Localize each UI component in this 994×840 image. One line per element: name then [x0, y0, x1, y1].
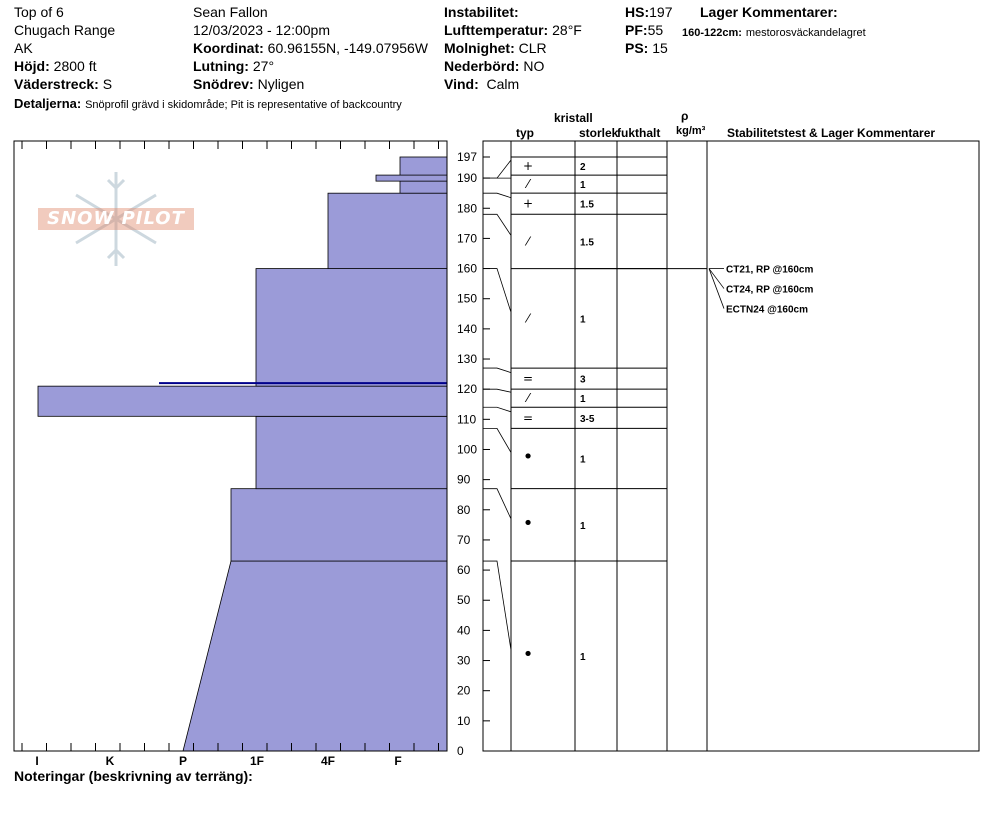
hardness-tick-label: 4F — [320, 754, 336, 768]
height-tick-label: 0 — [457, 744, 464, 758]
wind-label: Vind: — [444, 76, 479, 92]
col-stability: Stabilitetstest & Lager Kommentarer — [727, 126, 936, 140]
drift-value: Nyligen — [257, 76, 305, 92]
col-crystal: kristall — [554, 111, 593, 125]
layer-comment-range: 160-122cm: — [682, 27, 742, 39]
hs-label: HS: — [625, 4, 650, 20]
col-density-unit: kg/m³ — [676, 125, 706, 137]
slope-label: Lutning: — [193, 58, 249, 74]
height-tick-label: 20 — [457, 683, 471, 698]
grain-size-label: 3 — [580, 374, 586, 386]
grain-type-symbol: • — [522, 644, 534, 666]
instability-label: Instabilitet: — [444, 4, 519, 20]
height-tick-label: 197 — [457, 150, 478, 164]
height-tick-label: 170 — [457, 231, 478, 246]
slope-value: 27° — [252, 58, 275, 74]
stability-test-leader — [709, 269, 724, 309]
notes-label: Noteringar (beskrivning av terräng): — [14, 768, 253, 784]
height-tick-label: 30 — [457, 653, 471, 668]
grain-size-label: 3-5 — [580, 413, 595, 425]
aspect-label: Väderstreck: — [14, 76, 99, 92]
grain-type-symbol: = — [522, 410, 534, 425]
pf-value: 55 — [647, 22, 664, 38]
grain-size-label: 1.5 — [580, 237, 594, 249]
height-tick-label: 50 — [457, 593, 471, 608]
pf-label: PF: — [625, 22, 648, 38]
hardness-layer-1 — [231, 489, 447, 561]
height-tick-label: 100 — [457, 442, 478, 457]
drift-label: Snödrev: — [193, 76, 254, 92]
height-tick-label: 130 — [457, 352, 478, 367]
height-tick-label: 150 — [457, 291, 478, 306]
grain-size-label: 1 — [580, 314, 586, 326]
grain-type-symbol: ⁄ — [526, 177, 530, 192]
hardness-tick-label: F — [394, 754, 402, 768]
height-tick-label: 160 — [457, 261, 478, 276]
grain-size-label: 1.5 — [580, 199, 594, 211]
grain-size-label: 1 — [580, 652, 586, 664]
crystal-table-frame — [483, 141, 979, 751]
hardness-tick-label: 1F — [249, 754, 265, 768]
ps-value: 15 — [652, 40, 668, 56]
wind-value: Calm — [486, 76, 520, 92]
grain-connector — [483, 214, 511, 235]
col-moisture: fukthalt — [617, 126, 661, 140]
coord-label: Koordinat: — [193, 40, 264, 56]
stability-test-label: CT24, RP @160cm — [726, 284, 814, 296]
grain-connector — [483, 160, 511, 178]
layer-comment-text: mestorosväckandelagret — [745, 27, 866, 39]
grain-connector — [483, 193, 511, 198]
hs-value: 197 — [649, 4, 673, 20]
grain-type-symbol: = — [522, 371, 534, 386]
cloud-value: CLR — [518, 40, 547, 56]
mountain-range: Chugach Range — [14, 22, 116, 38]
grain-size-label: 1 — [580, 180, 586, 192]
height-tick-label: 190 — [457, 171, 478, 186]
stability-test-label: ECTN24 @160cm — [726, 304, 809, 316]
state: AK — [14, 40, 33, 56]
grain-type-symbol: ⁄ — [526, 311, 530, 326]
coord-value: 60.96155N, -149.07956W — [267, 40, 428, 56]
grain-connector — [483, 269, 511, 313]
hardness-layer-6 — [400, 181, 447, 193]
precip-label: Nederbörd: — [444, 58, 520, 74]
hardness-layer-2 — [256, 416, 447, 488]
height-tick-label: 90 — [457, 472, 471, 487]
stability-test-label: CT21, RP @160cm — [726, 264, 814, 276]
elevation-label: Höjd: — [14, 58, 50, 74]
height-tick-label: 80 — [457, 502, 471, 517]
airtemp-value: 28°F — [552, 22, 582, 38]
height-tick-label: 60 — [457, 563, 471, 578]
col-size: storlek — [579, 126, 619, 140]
precip-value: NO — [523, 58, 545, 74]
elevation-value: 2800 ft — [53, 58, 97, 74]
grain-size-label: 2 — [580, 162, 586, 174]
grain-type-symbol: ⁄ — [526, 234, 530, 249]
grain-type-symbol: + — [522, 159, 534, 174]
hardness-tick-label: P — [178, 754, 188, 768]
grain-type-symbol: ⁄ — [526, 391, 530, 406]
location: Top of 6 — [14, 4, 64, 20]
hardness-layer-3 — [38, 386, 447, 416]
grain-type-symbol: + — [522, 196, 534, 211]
height-tick-label: 180 — [457, 201, 478, 216]
details-value: Snöprofil grävd i skidområde; Pit is representative of backcountry — [85, 99, 402, 111]
height-tick-label: 140 — [457, 321, 478, 336]
height-tick-label: 40 — [457, 623, 471, 638]
height-tick-label: 70 — [457, 532, 471, 547]
hardness-layer-7 — [376, 175, 447, 181]
observer: Sean Fallon — [193, 4, 268, 20]
grain-connector — [483, 407, 511, 412]
grain-connector — [483, 561, 511, 650]
logo-text: SNOW PILOT — [38, 208, 194, 230]
layer-comments-title: Lager Kommentarer: — [700, 4, 838, 20]
hardness-layer-8 — [400, 157, 447, 175]
snowpilot-logo — [38, 170, 198, 270]
airtemp-label: Lufttemperatur: — [444, 22, 549, 38]
grain-type-symbol: • — [522, 512, 534, 534]
hardness-layer-0 — [183, 561, 447, 751]
col-rho: ρ — [681, 109, 689, 123]
aspect-value: S — [102, 76, 113, 92]
hardness-layer-5 — [328, 193, 447, 268]
hardness-tick-label: K — [105, 754, 115, 768]
cloud-label: Molnighet: — [444, 40, 515, 56]
grain-connector — [483, 428, 511, 452]
height-tick-label: 120 — [457, 382, 478, 397]
grain-connector — [483, 368, 511, 373]
grain-type-symbol: • — [522, 446, 534, 468]
stability-test-leader — [709, 269, 724, 289]
col-type: typ — [516, 126, 534, 140]
hardness-layer-4 — [256, 269, 447, 387]
grain-size-label: 1 — [580, 394, 586, 406]
ps-label: PS: — [625, 40, 649, 56]
hardness-tick-label: I — [35, 754, 39, 768]
datetime: 12/03/2023 - 12:00pm — [193, 22, 330, 38]
grain-connector — [483, 489, 511, 519]
grain-size-label: 1 — [580, 454, 586, 466]
height-tick-label: 110 — [457, 412, 477, 427]
details-label: Detaljerna: — [14, 96, 82, 111]
height-tick-label: 10 — [457, 713, 471, 728]
grain-size-label: 1 — [580, 520, 586, 532]
